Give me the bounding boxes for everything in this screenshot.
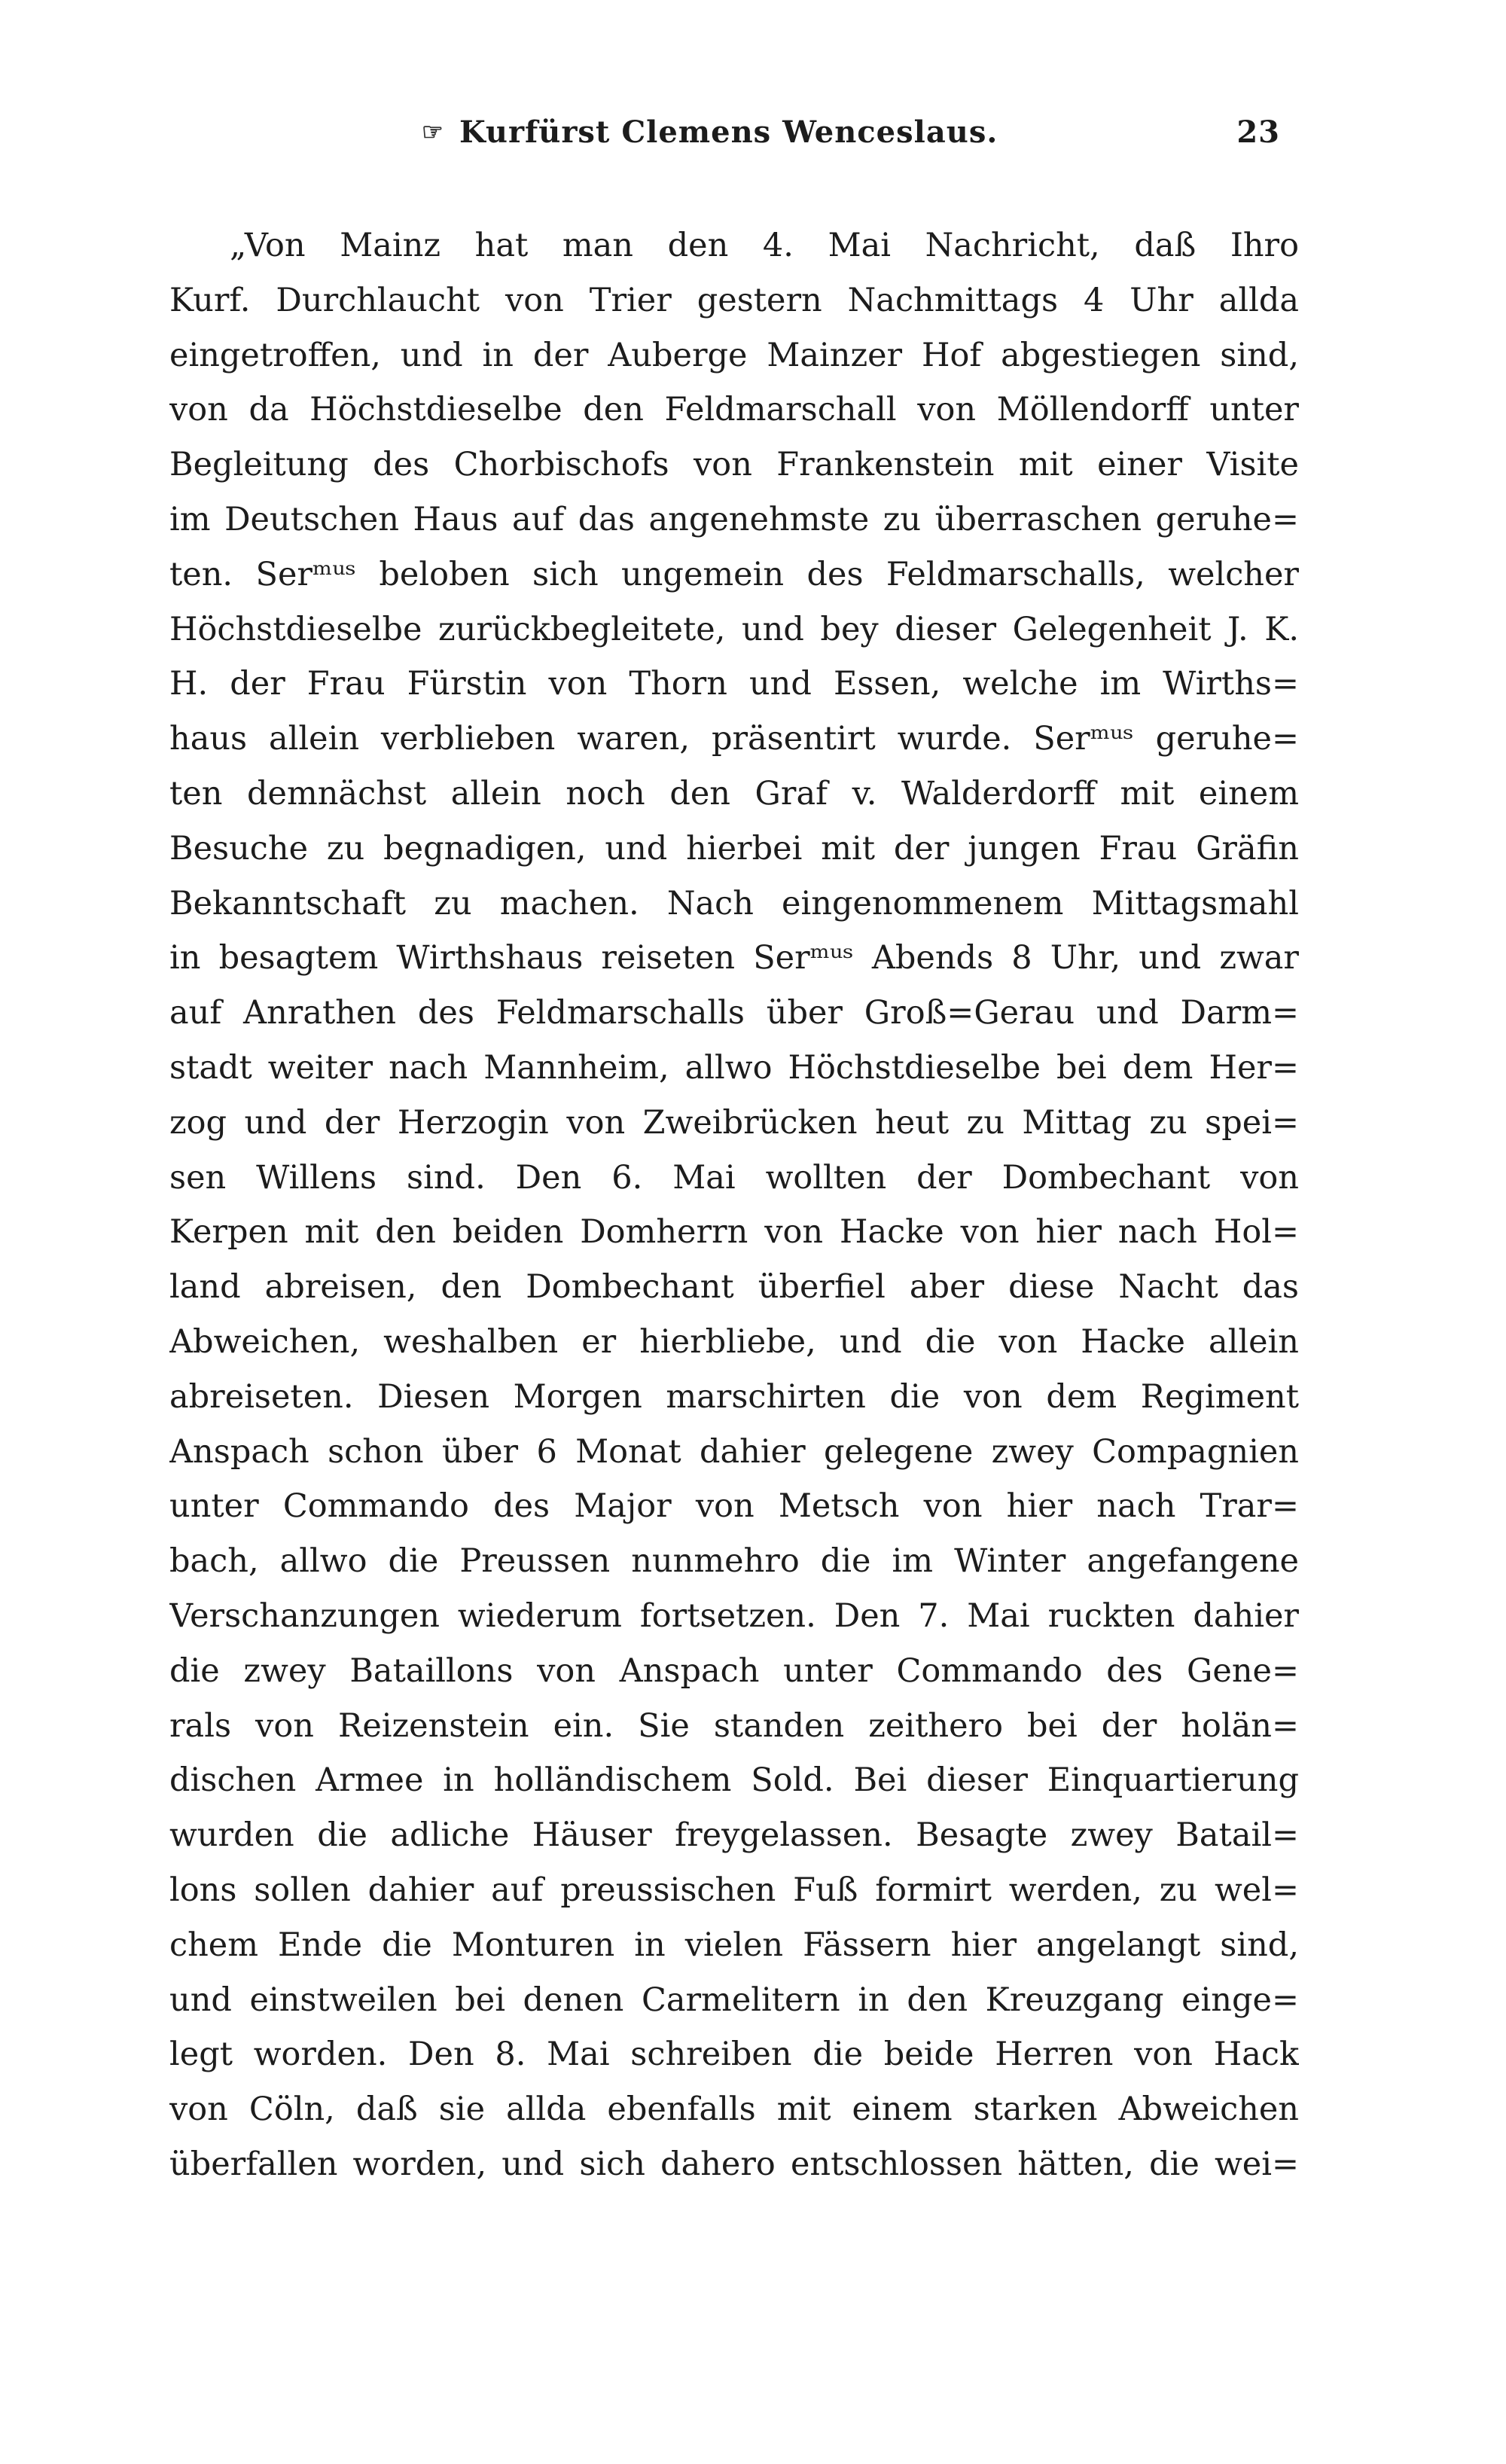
- text-line: land abreisen, den Dombechant überfiel aber diese Nacht das: [169, 1268, 1299, 1307]
- text-line: chem Ende die Monturen in vielen Fässern hier angelangt sind,: [169, 1926, 1299, 1964]
- text-line: und einstweilen bei denen Carmelitern in den Kreuzgang einge=: [169, 1981, 1299, 2019]
- text-line: sen Willens sind. Den 6. Mai wollten der Dombechant von: [169, 1158, 1299, 1197]
- text-line: haus allein verblieben waren, präsentirt wurde. Serᵐᵘˢ geruhe=: [169, 720, 1299, 758]
- text-line: Bekanntschaft zu machen. Nach eingenommenem Mittagsmahl: [169, 884, 1299, 922]
- text-line: die zwey Bataillons von Anspach unter Commando des Gene=: [169, 1651, 1299, 1690]
- text-line: Anspach schon über 6 Monat dahier gelegene zwey Compagnien: [169, 1432, 1299, 1471]
- text-line: Abweichen, weshalben er hierbliebe, und die von Hacke allein: [169, 1322, 1299, 1361]
- text-line: lons sollen dahier auf preussischen Fuß formirt werden, zu wel=: [169, 1871, 1299, 1909]
- text-line: zog und der Herzogin von Zweibrücken heut zu Mittag zu spei=: [169, 1103, 1299, 1142]
- text-line: von Cöln, daß sie allda ebenfalls mit einem starken Abweichen: [169, 2090, 1299, 2129]
- text-line: abreiseten. Diesen Morgen marschirten die von dem Regiment: [169, 1377, 1299, 1416]
- running-title: Kurfürst Clemens Wenceslaus.: [459, 114, 998, 150]
- text-line: ten. Serᵐᵘˢ beloben sich ungemein des Feldmarschalls, welcher: [169, 555, 1299, 593]
- text-line: eingetroffen, und in der Auberge Mainzer Hof abgestiegen sind,: [169, 336, 1299, 374]
- text-line: von da Höchstdieselbe den Feldmarschall von Möllendorff unter: [169, 391, 1299, 429]
- page-header: [422, 114, 1280, 160]
- text-line: wurden die adliche Häuser freygelassen. Besagte zwey Batail=: [169, 1816, 1299, 1855]
- text-line: ten demnächst allein noch den Graf v. Walderdorff mit einem: [169, 774, 1299, 813]
- text-line: Kerpen mit den beiden Domherrn von Hacke von hier nach Hol=: [169, 1213, 1299, 1252]
- text-line: Besuche zu begnadigen, und hierbei mit der jungen Frau Gräfin: [169, 829, 1299, 868]
- text-line: bach, allwo die Preussen nunmehro die im Winter angefangene: [169, 1542, 1299, 1581]
- text-line: dischen Armee in holländischem Sold. Bei dieser Einquartierung: [169, 1761, 1299, 1800]
- text-line: auf Anrathen des Feldmarschalls über Groß=Gerau und Darm=: [169, 994, 1299, 1032]
- text-line: H. der Frau Fürstin von Thorn und Essen, welche im Wirths=: [169, 665, 1299, 703]
- body-text: [169, 218, 1299, 2192]
- text-line: „Von Mainz hat man den 4. Mai Nachricht, daß Ihro: [230, 227, 1299, 264]
- text-line: Kurf. Durchlaucht von Trier gestern Nachmittags 4 Uhr allda: [169, 281, 1299, 319]
- text-line: Begleitung des Chorbischofs von Frankenstein mit einer Visite: [169, 446, 1299, 484]
- text-line: Verschanzungen wiederum fortsetzen. Den 7. Mai ruckten dahier: [169, 1596, 1299, 1635]
- text-line: stadt weiter nach Mannheim, allwo Höchstdieselbe bei dem Her=: [169, 1048, 1299, 1087]
- text-line: überfallen worden, und sich dahero entschlossen hätten, die wei=: [169, 2145, 1299, 2183]
- text-line: unter Commando des Major von Metsch von hier nach Trar=: [169, 1487, 1299, 1526]
- text-line: Höchstdieselbe zurückbegleitete, und bey dieser Gelegenheit J. K.: [169, 610, 1299, 648]
- text-line: rals von Reizenstein ein. Sie standen zeithero bei der holän=: [169, 1706, 1299, 1745]
- page-number: 23: [1236, 114, 1280, 150]
- printer-mark: ☞: [422, 117, 444, 146]
- text-line: legt worden. Den 8. Mai schreiben die beide Herren von Hack: [169, 2036, 1299, 2074]
- text-line: in besagtem Wirthshaus reiseten Serᵐᵘˢ Abends 8 Uhr, und zwar: [169, 939, 1299, 977]
- text-line: im Deutschen Haus auf das angenehmste zu überraschen geruhe=: [169, 500, 1299, 538]
